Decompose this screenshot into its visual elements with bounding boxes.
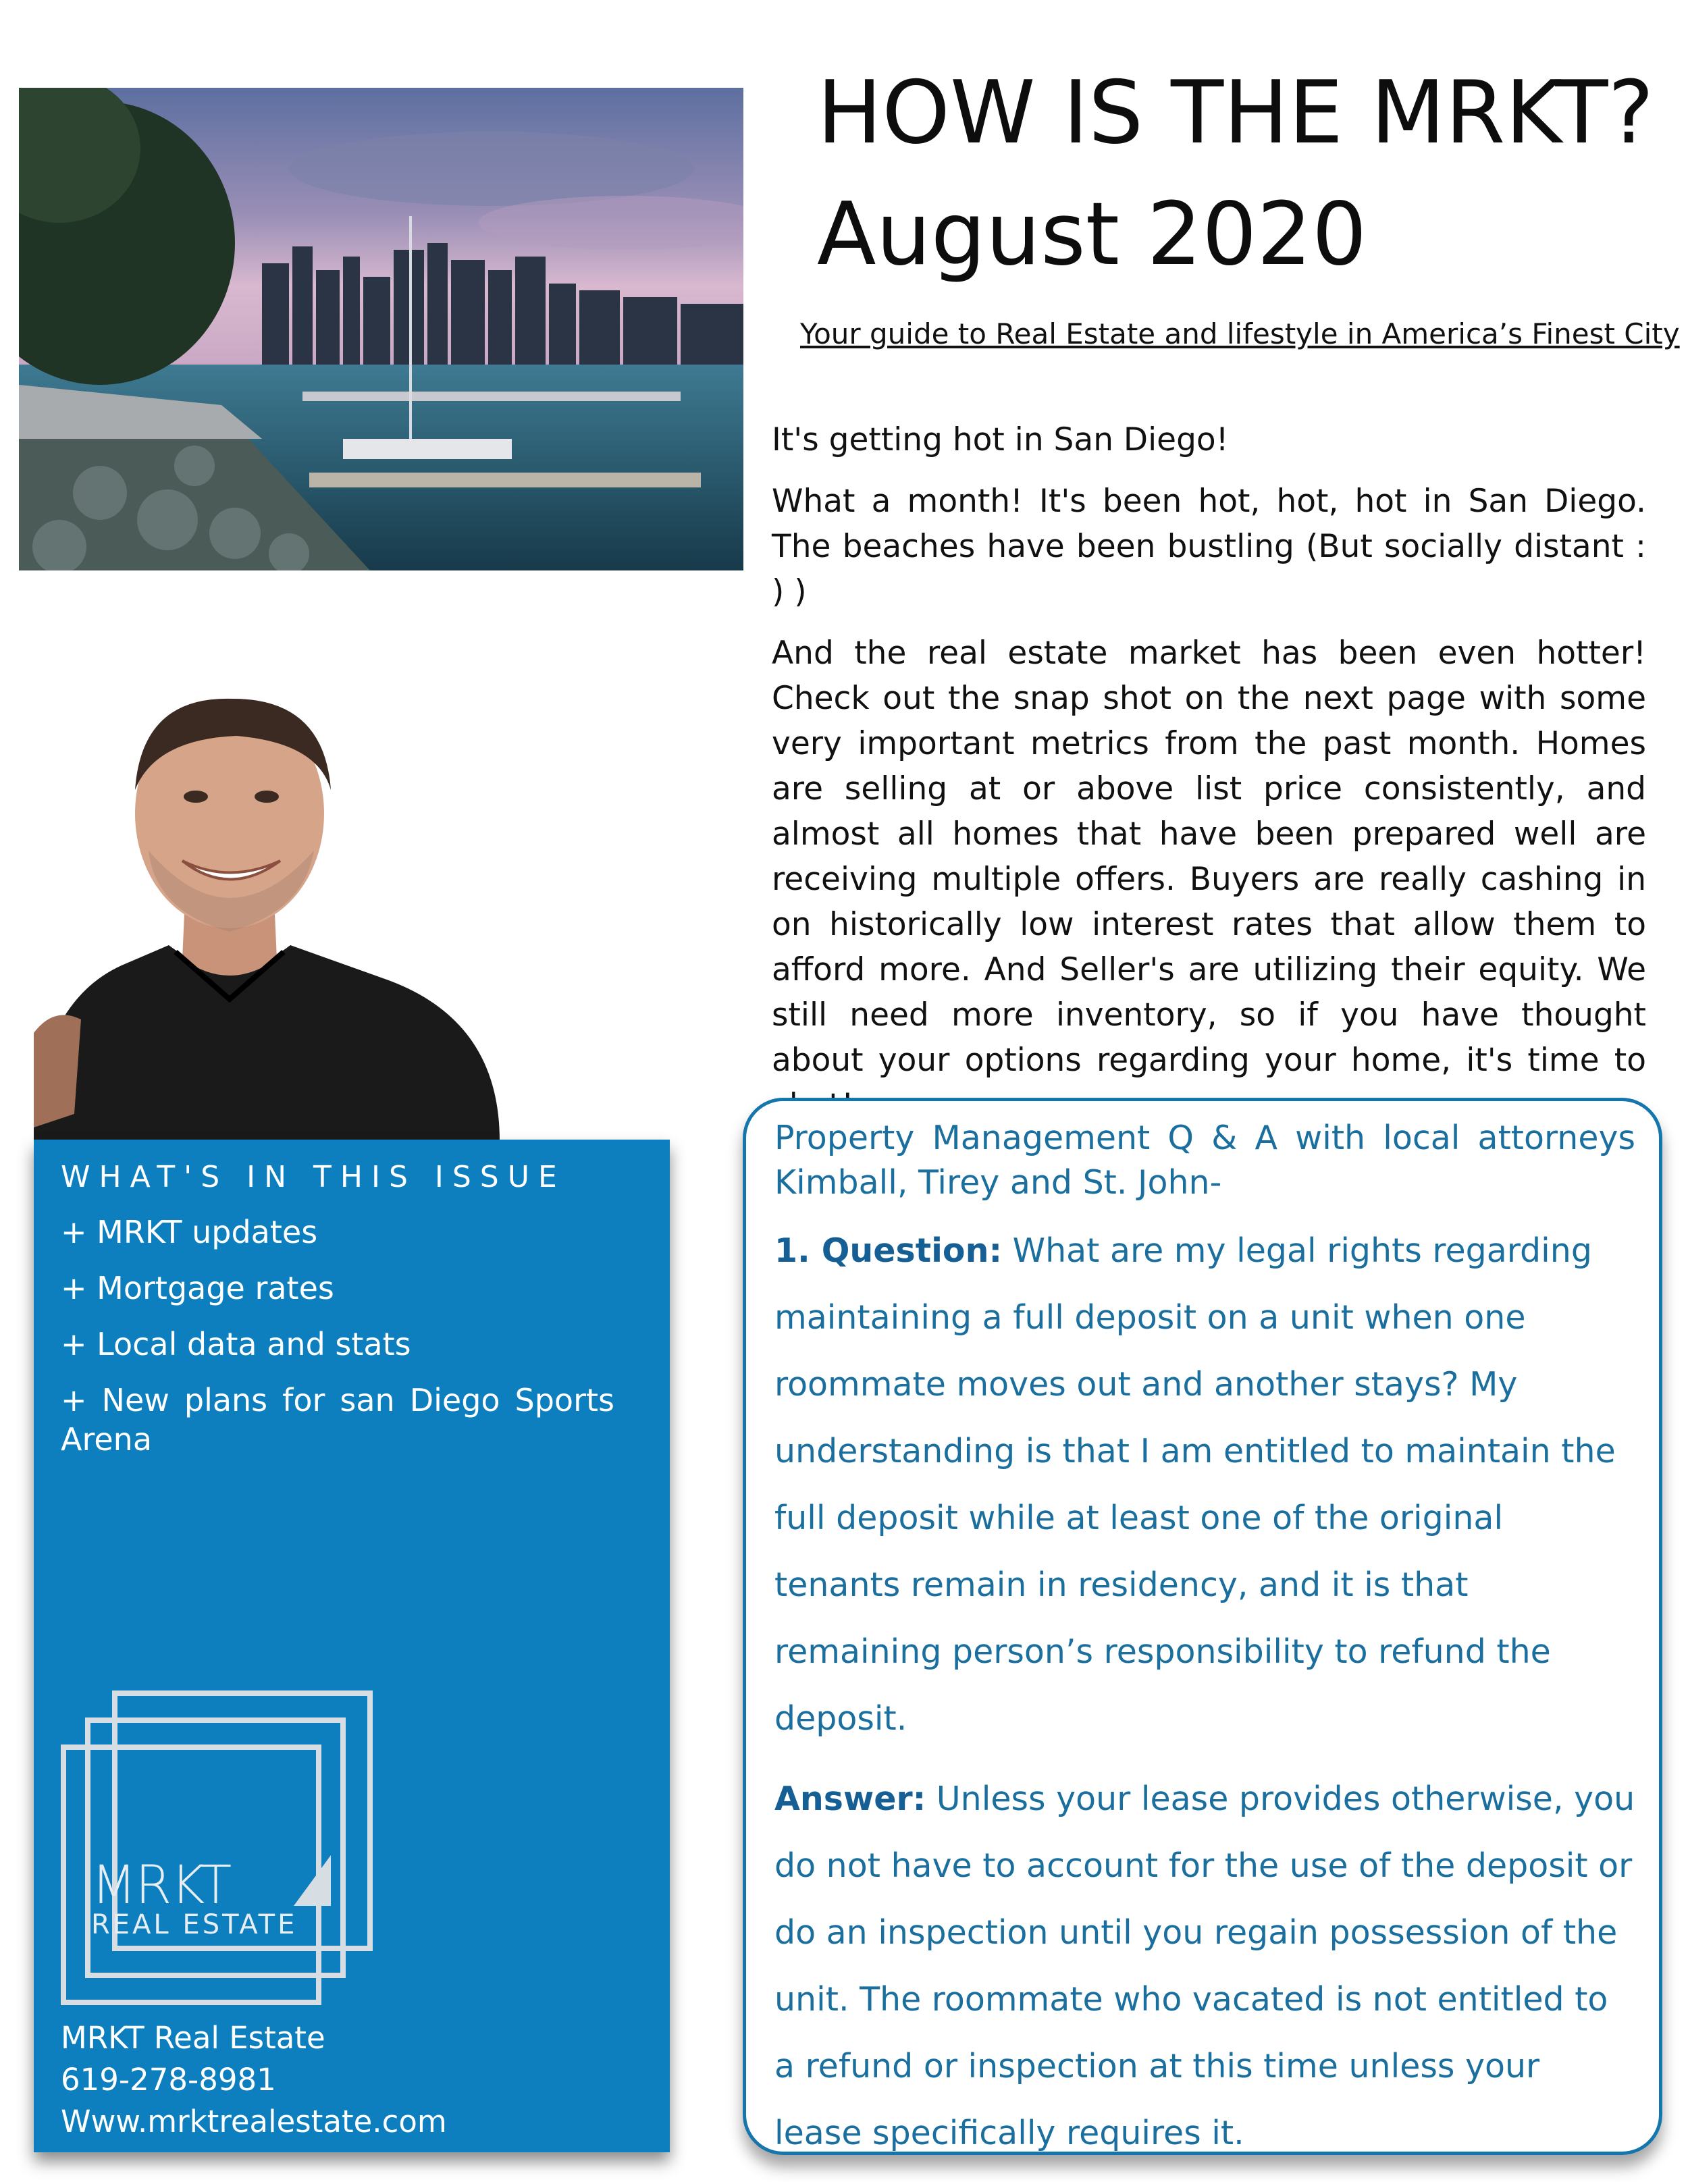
agent-photo — [34, 682, 506, 1141]
intro-section — [772, 417, 1646, 1144]
logo-wordmark: MRKT — [91, 1855, 231, 1916]
issue-item: + Mortgage rates — [61, 1270, 334, 1306]
question-text: What are my legal rights regarding maintaining a full deposit on a unit when one roommate moves out and another stays? My understanding is that I am entitled to maintain the full deposit while at least one of the original tenants remain in residency, and it is that remaining person’s responsibility to refund the deposit. — [774, 1231, 1616, 1738]
qa-heading: Property Management Q & A with local attorneys Kimball, Tirey and St. John- — [774, 1119, 1635, 1202]
issue-item: + Local data and stats — [61, 1326, 411, 1362]
intro-heading: It's getting hot in San Diego! — [772, 421, 1229, 458]
issue-item: + MRKT updates — [61, 1214, 318, 1250]
issue-item: + New plans for san Diego Sports Arena — [61, 1382, 614, 1458]
qa-box — [743, 1098, 1662, 2155]
issue-list — [61, 1213, 614, 1476]
answer-text: Unless your lease provides otherwise, you do not have to account for the use of the deposit or do an inspection until you regain possession of the unit. The roommate who vacated is not entitled to a refund or inspection at this time unless your lease specifically requires it. — [774, 1780, 1635, 2152]
contact-info — [61, 2017, 447, 2143]
issue-date: August 2020 — [817, 184, 1367, 285]
phone-number[interactable]: 619-278-8981 — [61, 2062, 276, 2098]
issue-title: WHAT'S IN THIS ISSUE — [61, 1160, 566, 1194]
harbor-photo — [19, 88, 743, 570]
title-block — [817, 54, 1661, 297]
mrkt-logo — [61, 1690, 378, 2014]
company-name: MRKT Real Estate — [61, 2020, 325, 2056]
page-title: HOW IS THE MRKT? — [817, 63, 1654, 163]
issue-sidebar — [34, 1140, 670, 2152]
qa-answer — [774, 1765, 1635, 2166]
answer-label: Answer: — [774, 1780, 926, 1818]
subtitle: Your guide to Real Estate and lifestyle in America’s Finest City — [800, 317, 1680, 350]
intro-paragraph-1: What a month! It's been hot, hot, hot in San Diego. The beaches have been bustling (But socially distant : ) ) — [772, 483, 1646, 610]
intro-paragraph-2: And the real estate market has been even hotter! Check out the snap shot on the next page with some very important metrics from the past month. Homes are selling at or above list price consistently, and almost all homes that have been prepared well are receiving multiple offers. Buyers are really cashing in on historically low interest rates that allow them to afford more. And Seller's are utilizing their equity. We still need more inventory, so if you have thought about your options regarding your home, it's time to — [772, 635, 1646, 1079]
website-link[interactable]: Www.mrktrealestate.com — [61, 2104, 447, 2139]
question-label: 1. Question: — [774, 1231, 1003, 1270]
logo-subtitle: REAL ESTATE — [91, 1909, 298, 1940]
qa-question — [774, 1217, 1635, 1752]
